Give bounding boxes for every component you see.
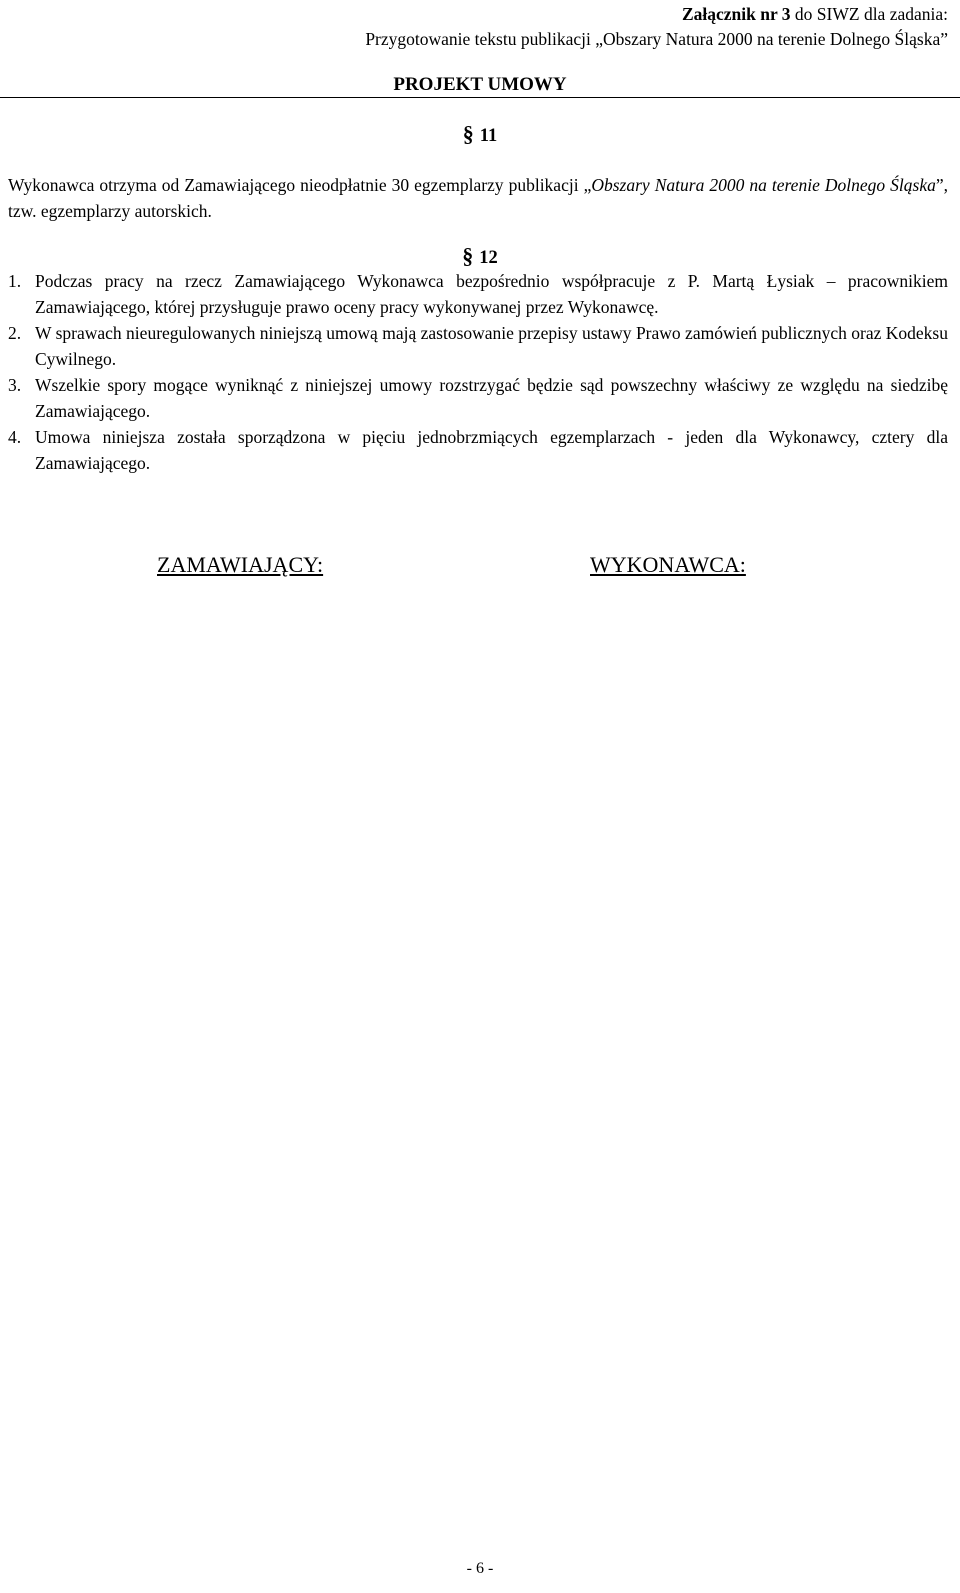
- list-item: [8, 424, 948, 476]
- section-11-text-end: ”, tzw. egzemplarzy autorskich.: [8, 175, 948, 221]
- section-11-text-part: Wykonawca otrzyma od Zamawiającego nieodpłatnie 30 egzemplarzy publikacji „: [8, 175, 592, 195]
- item-text: Umowa niniejsza została sporządzona w pięciu jednobrzmiących egzemplarzach - jeden dla Wykonawcy, cztery dla Zamawiającego.: [35, 427, 948, 473]
- project-title: PROJEKT UMOWY: [393, 74, 567, 95]
- section-number: 11: [479, 126, 498, 146]
- section-sign: §: [462, 243, 474, 268]
- signature-ordering-party: ZAMAWIAJĄCY:: [157, 552, 324, 577]
- annex-suffix: do SIWZ dla zadania:: [790, 4, 948, 24]
- annex-line: [48, 2, 948, 27]
- task-line: Przygotowanie tekstu publikacji „Obszary Natura 2000 na terenie Dolnego Śląska”: [365, 29, 948, 49]
- annex-header: [48, 2, 948, 52]
- section-11-heading: [0, 121, 960, 147]
- item-text: Podczas pracy na rzecz Zamawiającego Wykonawca bezpośrednio współpracuje z P. Martą Łysiak – pracownikiem Zamawiającego, której przysługuje prawo oceny pracy wykonywanej przez Wykonawcę.: [35, 271, 948, 317]
- publication-title: Obszary Natura 2000 na terenie Dolnego Śląska: [591, 175, 936, 195]
- list-item: [8, 372, 948, 424]
- header-divider: [0, 97, 960, 98]
- list-item: [8, 268, 948, 320]
- item-number: 2.: [8, 323, 22, 343]
- annex-number: Załącznik nr 3: [681, 4, 791, 24]
- item-text: W sprawach nieuregulowanych niniejszą umową mają zastosowanie przepisy ustawy Prawo zamówień publicznych oraz Kodeksu Cywilnego.: [35, 323, 948, 369]
- signature-contractor: WYKONAWCA:: [590, 552, 746, 577]
- section-11-text: [8, 172, 948, 224]
- section-number: 12: [479, 248, 498, 268]
- section-12-list: [8, 268, 948, 476]
- page-number: - 6 -: [466, 1560, 494, 1577]
- item-number: 4.: [8, 427, 22, 447]
- item-number: 1.: [8, 271, 22, 291]
- item-text: Wszelkie spory mogące wyniknąć z niniejszej umowy rozstrzygać będzie sąd powszechny właściwy ze względu na siedzibę Zamawiającego.: [35, 375, 948, 421]
- item-number: 3.: [8, 375, 22, 395]
- section-12-heading: [0, 243, 960, 269]
- list-item: [8, 320, 948, 372]
- section-sign: §: [462, 121, 474, 146]
